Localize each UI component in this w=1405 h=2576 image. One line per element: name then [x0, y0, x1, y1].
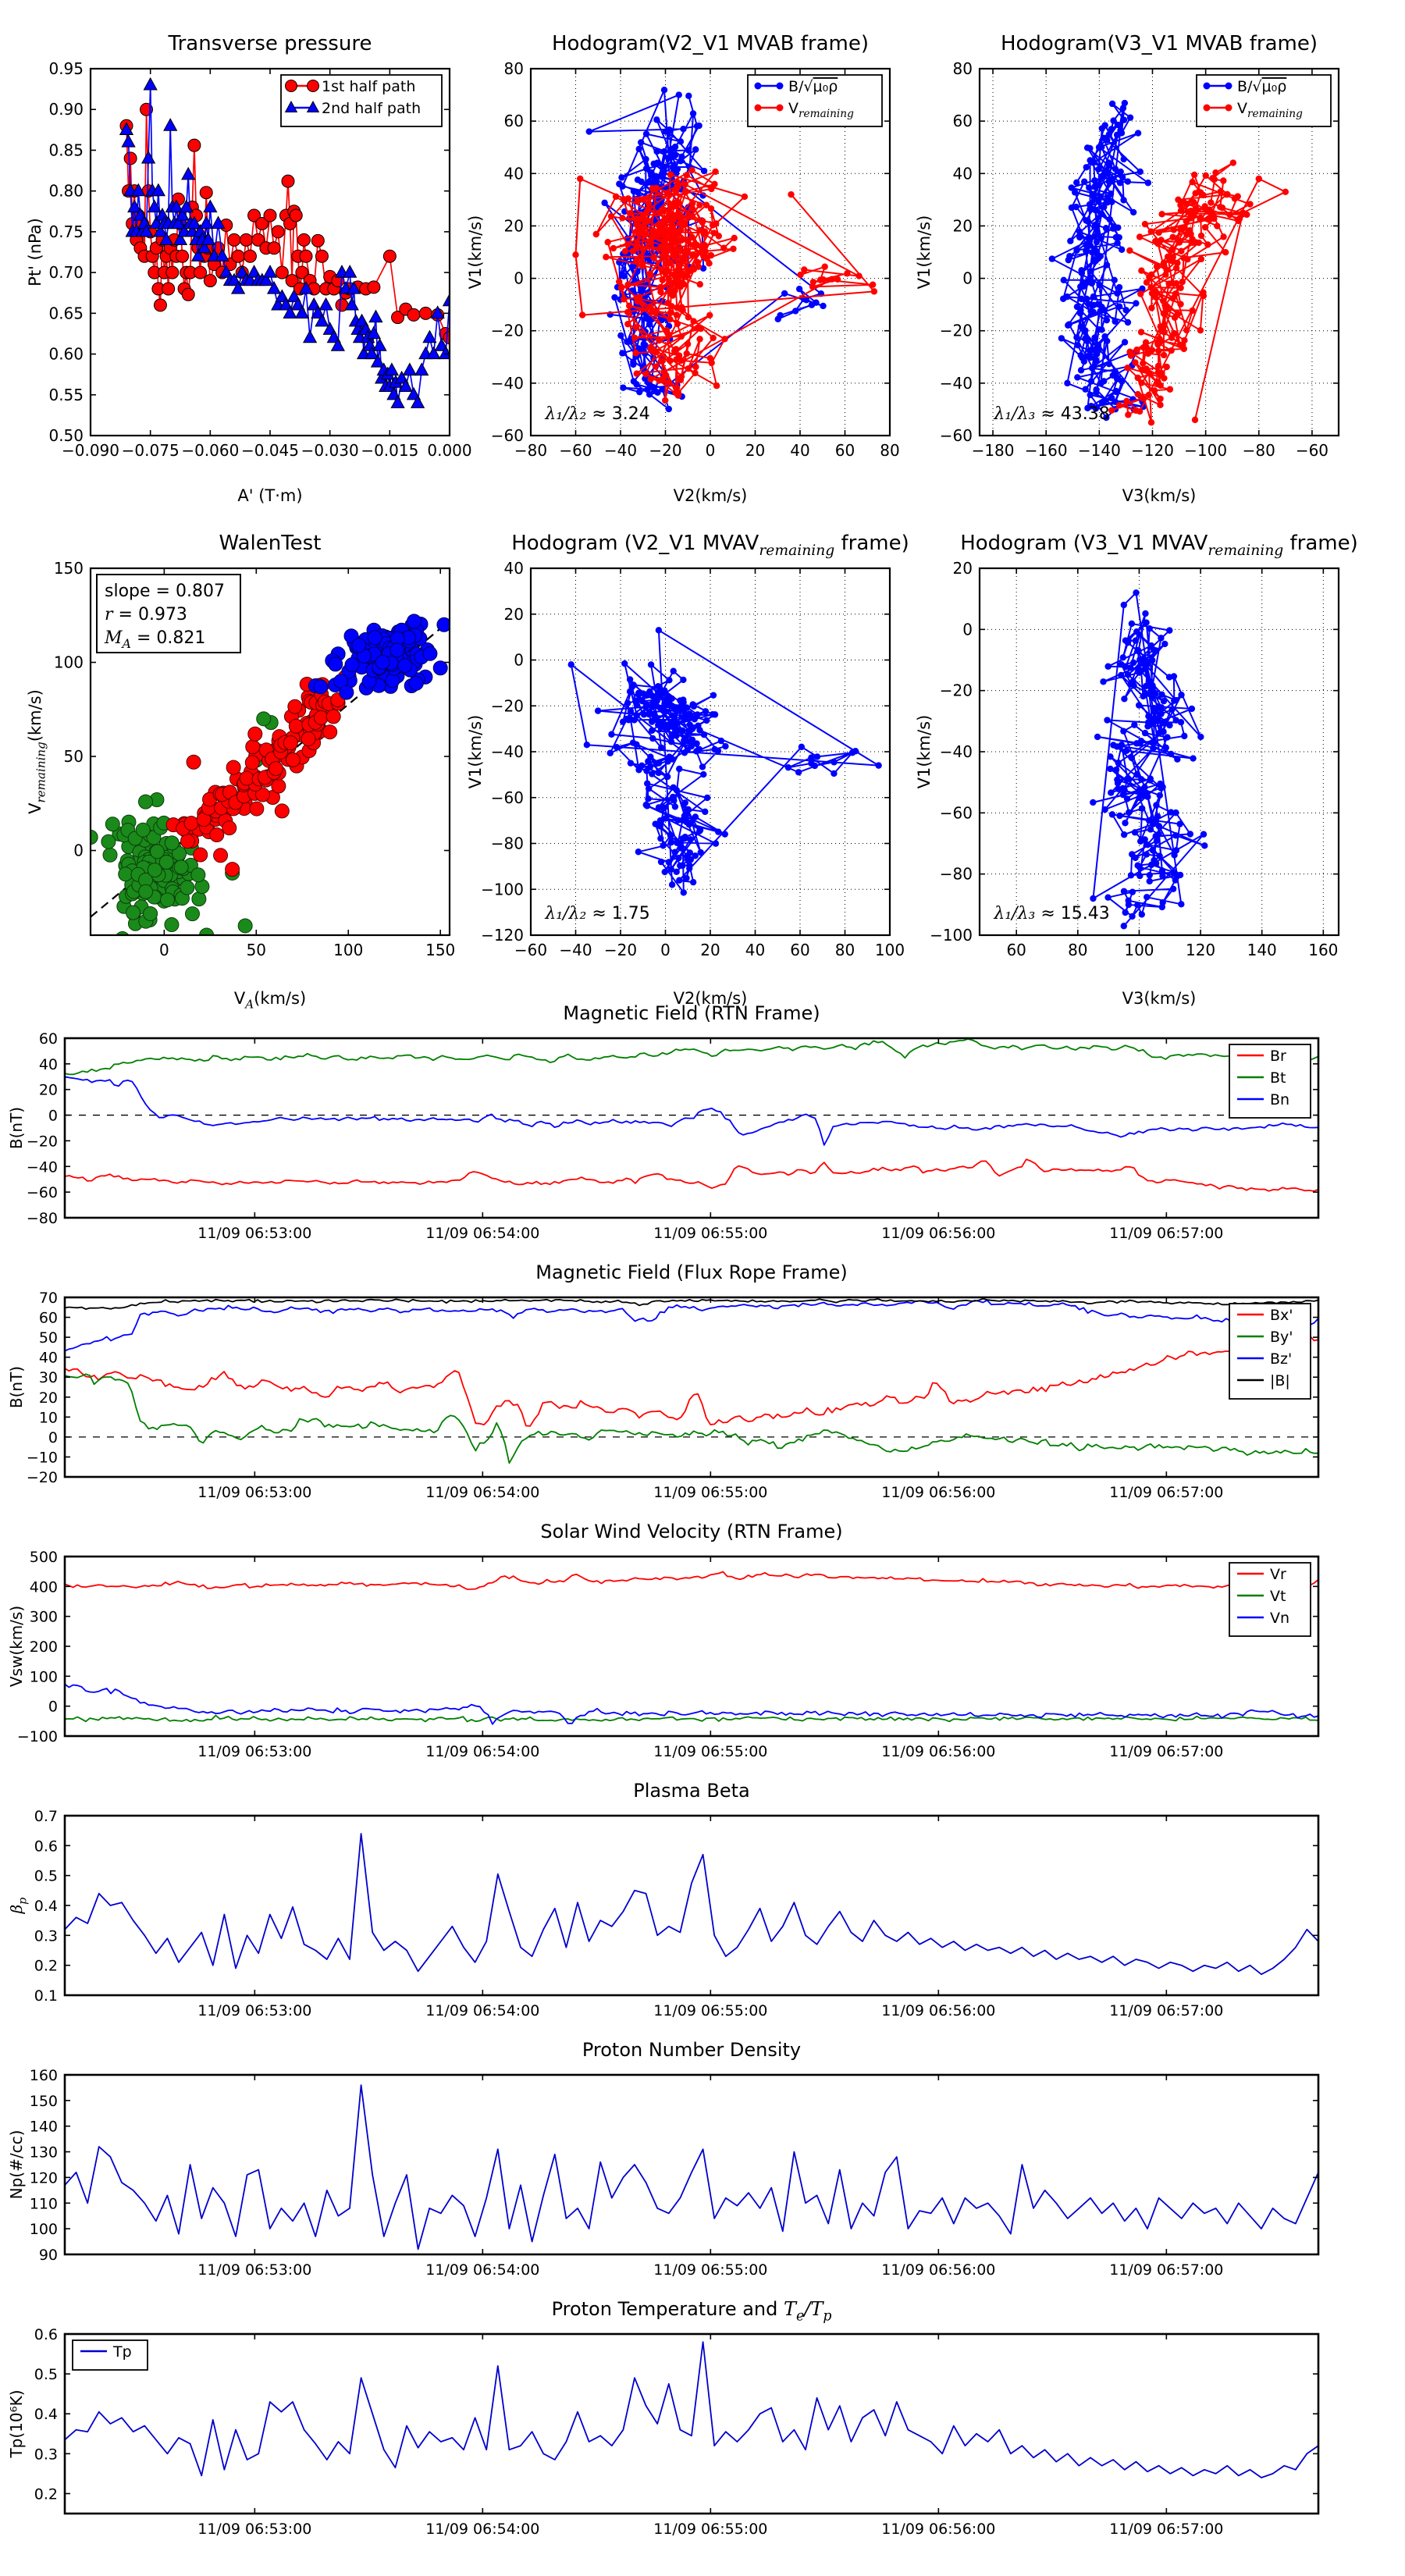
svg-text:−40: −40 — [939, 742, 973, 761]
svg-text:−0.090: −0.090 — [61, 441, 120, 460]
svg-text:−180: −180 — [971, 441, 1015, 460]
svg-text:11/09 06:57:00: 11/09 06:57:00 — [1109, 1743, 1224, 1760]
svg-text:11/09 06:57:00: 11/09 06:57:00 — [1109, 1225, 1224, 1242]
svg-text:80: 80 — [503, 59, 524, 78]
svg-text:11/09 06:54:00: 11/09 06:54:00 — [425, 1743, 540, 1760]
svg-text:−60: −60 — [490, 426, 524, 445]
panel-hodogram-v2v1-mvab — [446, 0, 915, 514]
svg-text:Solar Wind Velocity (RTN Frame: Solar Wind Velocity (RTN Frame) — [540, 1521, 843, 1542]
svg-text:Proton Number Density: Proton Number Density — [582, 2039, 802, 2061]
svg-text:120: 120 — [1185, 941, 1216, 959]
svg-text:slope = 0.807: slope = 0.807 — [105, 582, 225, 601]
svg-text:11/09 06:53:00: 11/09 06:53:00 — [197, 2002, 312, 2019]
svg-text:−20: −20 — [939, 321, 973, 340]
svg-text:−20: −20 — [490, 696, 524, 716]
panel-solar-wind-velocity — [0, 1503, 1405, 1763]
svg-text:Bz': Bz' — [1270, 1350, 1293, 1368]
svg-text:20: 20 — [952, 559, 973, 578]
svg-text:−80: −80 — [1242, 441, 1275, 460]
svg-text:Vremaining: $V_{remaining}$ — [788, 100, 854, 121]
svg-text:Proton Temperature and Te/Tp: Proton Temperature and $T_e/T_p$ — [551, 2298, 832, 2325]
svg-text:0: 0 — [48, 1107, 58, 1125]
svg-text:0: 0 — [48, 1429, 58, 1446]
svg-text:40: 40 — [745, 941, 766, 959]
svg-text:200: 200 — [29, 1638, 58, 1656]
svg-text:60: 60 — [952, 112, 973, 131]
svg-text:11/09 06:53:00: 11/09 06:53:00 — [197, 2521, 312, 2538]
svg-text:11/09 06:54:00: 11/09 06:54:00 — [425, 2261, 540, 2279]
svg-text:11/09 06:55:00: 11/09 06:55:00 — [653, 1743, 768, 1760]
svg-text:40: 40 — [503, 559, 524, 578]
svg-text:11/09 06:55:00: 11/09 06:55:00 — [653, 1484, 768, 1501]
svg-text:0: 0 — [48, 1698, 58, 1716]
svg-text:100: 100 — [1124, 941, 1154, 959]
svg-text:100: 100 — [29, 2221, 58, 2239]
svg-text:−60: −60 — [26, 1184, 58, 1202]
svg-text:0.3: 0.3 — [34, 2446, 58, 2464]
proton-number-density-chart — [0, 2022, 1405, 2281]
svg-text:B(nT): B(nT) — [7, 1365, 26, 1409]
svg-text:0.4: 0.4 — [34, 2406, 58, 2424]
svg-text:80: 80 — [834, 941, 855, 959]
solar-wind-velocity-chart — [0, 1503, 1405, 1763]
svg-text:0.55: 0.55 — [48, 385, 84, 404]
svg-text:−40: −40 — [939, 373, 973, 393]
svg-text:20: 20 — [503, 216, 524, 236]
svg-text:40: 40 — [952, 164, 973, 183]
svg-text:0: 0 — [660, 941, 670, 959]
svg-text:V1(km/s): V1(km/s) — [466, 215, 485, 290]
svg-text:50: 50 — [63, 747, 84, 767]
svg-text:Br: Br — [1270, 1048, 1286, 1065]
panel-hodogram-v2v1-mvav — [446, 514, 915, 1032]
svg-text:|B|: |B| — [1270, 1372, 1290, 1389]
hodogram-v3v1-mvab-chart — [893, 0, 1377, 514]
svg-text:−160: −160 — [1024, 441, 1068, 460]
svg-text:0.80: 0.80 — [48, 181, 84, 201]
svg-text:0.4: 0.4 — [34, 1898, 58, 1915]
svg-text:50: 50 — [38, 1329, 58, 1347]
panel-proton-temperature — [0, 2281, 1405, 2540]
svg-text:400: 400 — [29, 1578, 58, 1596]
svg-text:0.5: 0.5 — [34, 1867, 58, 1885]
svg-text:−120: −120 — [1131, 441, 1174, 460]
svg-text:11/09 06:57:00: 11/09 06:57:00 — [1109, 2002, 1224, 2019]
panel-plasma-beta — [0, 1763, 1405, 2022]
svg-text:−0.060: −0.060 — [181, 441, 240, 460]
svg-text:0: 0 — [514, 650, 524, 670]
svg-text:160: 160 — [29, 2067, 58, 2084]
svg-text:Vn: Vn — [1270, 1610, 1290, 1627]
svg-text:λ₁/λ₃ ≈ 15.43: λ₁/λ₃ ≈ 15.43 — [994, 903, 1110, 923]
svg-text:V1(km/s): V1(km/s) — [915, 714, 934, 789]
svg-text:−60: −60 — [559, 441, 592, 460]
svg-text:−80: −80 — [514, 441, 548, 460]
svg-text:V2(km/s): V2(km/s) — [673, 989, 748, 1008]
svg-text:140: 140 — [1247, 941, 1277, 959]
svg-text:Transverse pressure: Transverse pressure — [168, 32, 372, 55]
svg-text:V2(km/s): V2(km/s) — [673, 486, 748, 505]
svg-text:0: 0 — [514, 269, 524, 288]
svg-text:0.95: 0.95 — [48, 59, 84, 78]
svg-text:11/09 06:56:00: 11/09 06:56:00 — [881, 2521, 996, 2538]
svg-text:160: 160 — [1308, 941, 1339, 959]
svg-text:VA(km/s): $V_A(km/s)$ — [233, 989, 307, 1012]
svg-text:120: 120 — [29, 2169, 58, 2187]
svg-text:0.6: 0.6 — [34, 1838, 58, 1856]
svg-text:B/√μ₀ρ: B/√μ₀ρ — [788, 78, 838, 95]
svg-text:20: 20 — [952, 216, 973, 236]
svg-text:Bn: Bn — [1270, 1091, 1290, 1108]
svg-text:0.7: 0.7 — [34, 1808, 58, 1825]
svg-text:−100: −100 — [16, 1728, 58, 1745]
svg-text:−20: −20 — [649, 441, 682, 460]
svg-text:V1(km/s): V1(km/s) — [915, 215, 934, 290]
hodogram-v2v1-mvav-chart — [446, 514, 915, 1032]
svg-text:0.65: 0.65 — [48, 304, 84, 323]
svg-text:20: 20 — [700, 941, 720, 959]
svg-text:0: 0 — [962, 269, 973, 288]
svg-text:Hodogram(V3_V1 MVAB frame): Hodogram(V3_V1 MVAB frame) — [1000, 32, 1318, 55]
svg-text:11/09 06:56:00: 11/09 06:56:00 — [881, 1484, 996, 1501]
svg-text:Plasma Beta: Plasma Beta — [633, 1780, 750, 1802]
svg-text:100: 100 — [29, 1668, 58, 1686]
svg-text:−100: −100 — [1184, 441, 1228, 460]
svg-text:r = 0.973: r = 0.973 — [105, 605, 187, 624]
svg-text:11/09 06:55:00: 11/09 06:55:00 — [653, 1225, 768, 1242]
svg-text:50: 50 — [246, 941, 267, 959]
svg-text:−0.030: −0.030 — [301, 441, 359, 460]
svg-text:λ₁/λ₃ ≈ 43.38: λ₁/λ₃ ≈ 43.38 — [994, 404, 1110, 424]
svg-text:Vsw(km/s): Vsw(km/s) — [7, 1605, 26, 1688]
svg-text:Pt' (nPa): Pt' (nPa) — [26, 218, 44, 286]
svg-text:130: 130 — [29, 2144, 58, 2161]
svg-text:11/09 06:56:00: 11/09 06:56:00 — [881, 2261, 996, 2279]
svg-text:−60: −60 — [490, 788, 524, 807]
svg-text:20: 20 — [745, 441, 766, 460]
svg-text:−80: −80 — [490, 834, 524, 853]
svg-text:λ₁/λ₂ ≈ 1.75: λ₁/λ₂ ≈ 1.75 — [545, 903, 650, 923]
svg-text:0.2: 0.2 — [34, 1957, 58, 1975]
svg-text:150: 150 — [425, 941, 456, 959]
svg-text:A' (T·m): A' (T·m) — [237, 486, 303, 505]
svg-text:−40: −40 — [490, 742, 524, 761]
svg-text:80: 80 — [952, 59, 973, 78]
svg-text:−40: −40 — [26, 1158, 58, 1176]
panel-proton-number-density — [0, 2022, 1405, 2281]
svg-text:Hodogram (V3_V1 MVAVremaining: Hodogram (V3_V1 $MVAV_{remaining}$ frame) — [960, 532, 1358, 560]
svg-text:0: 0 — [962, 620, 973, 639]
svg-text:11/09 06:55:00: 11/09 06:55:00 — [653, 2002, 768, 2019]
magnetic-field-rtn-chart — [0, 985, 1405, 1244]
svg-text:0.6: 0.6 — [34, 2326, 58, 2343]
svg-text:40: 40 — [38, 1349, 58, 1367]
svg-text:0.5: 0.5 — [34, 2366, 58, 2384]
svg-text:−20: −20 — [939, 681, 973, 700]
svg-text:0.50: 0.50 — [48, 426, 84, 445]
svg-text:140: 140 — [29, 2118, 58, 2136]
svg-text:40: 40 — [790, 441, 810, 460]
panel-transverse-pressure — [0, 0, 472, 514]
svg-text:Bx': Bx' — [1270, 1307, 1293, 1324]
svg-text:Hodogram(V2_V1 MVAB frame): Hodogram(V2_V1 MVAB frame) — [551, 32, 870, 55]
svg-text:0: 0 — [158, 941, 169, 959]
svg-text:V3(km/s): V3(km/s) — [1122, 486, 1197, 505]
svg-text:Magnetic Field (Flux Rope Fram: Magnetic Field (Flux Rope Frame) — [535, 1261, 848, 1283]
svg-text:0.000: 0.000 — [427, 441, 472, 460]
hodogram-v3v1-mvav-chart — [893, 514, 1377, 1032]
svg-text:70: 70 — [38, 1290, 58, 1307]
svg-text:20: 20 — [38, 1081, 58, 1099]
svg-text:0.3: 0.3 — [34, 1927, 58, 1945]
svg-text:−60: −60 — [1295, 441, 1329, 460]
walen-test-chart — [0, 514, 468, 1032]
svg-text:0: 0 — [705, 441, 716, 460]
svg-text:100: 100 — [874, 941, 905, 959]
svg-text:80: 80 — [1068, 941, 1088, 959]
svg-text:10: 10 — [38, 1409, 58, 1427]
svg-text:11/09 06:56:00: 11/09 06:56:00 — [881, 1225, 996, 1242]
svg-text:11/09 06:54:00: 11/09 06:54:00 — [425, 2002, 540, 2019]
svg-text:11/09 06:54:00: 11/09 06:54:00 — [425, 2521, 540, 2538]
svg-text:100: 100 — [333, 941, 364, 959]
svg-text:80: 80 — [880, 441, 900, 460]
svg-text:60: 60 — [834, 441, 855, 460]
svg-text:Vremaining(km/s): $V_{remaining}(km/s)$ — [26, 689, 48, 814]
svg-text:−10: −10 — [26, 1449, 58, 1467]
svg-text:11/09 06:53:00: 11/09 06:53:00 — [197, 1225, 312, 1242]
svg-text:−80: −80 — [26, 1210, 58, 1227]
panel-walen-test — [0, 514, 468, 1032]
svg-text:Vr: Vr — [1270, 1566, 1286, 1583]
svg-text:Np(#/cc): Np(#/cc) — [7, 2129, 26, 2200]
svg-text:−0.045: −0.045 — [240, 441, 300, 460]
svg-text:0.75: 0.75 — [48, 222, 84, 241]
svg-text:11/09 06:55:00: 11/09 06:55:00 — [653, 2521, 768, 2538]
svg-text:110: 110 — [29, 2195, 58, 2213]
svg-text:−40: −40 — [603, 441, 638, 460]
svg-text:0.60: 0.60 — [48, 344, 84, 364]
svg-text:60: 60 — [1006, 941, 1026, 959]
svg-text:40: 40 — [38, 1055, 58, 1073]
hodogram-v2v1-mvab-chart — [446, 0, 915, 514]
svg-text:60: 60 — [38, 1030, 58, 1048]
svg-text:30: 30 — [38, 1369, 58, 1387]
svg-text:0: 0 — [73, 841, 84, 860]
svg-text:11/09 06:57:00: 11/09 06:57:00 — [1109, 2521, 1224, 2538]
svg-text:2nd half path: 2nd half path — [322, 100, 422, 117]
svg-text:11/09 06:55:00: 11/09 06:55:00 — [653, 2261, 768, 2279]
svg-text:V1(km/s): V1(km/s) — [466, 714, 485, 789]
svg-text:MA = 0.821: $M_A = 0.821$ — [105, 628, 206, 651]
svg-text:11/09 06:54:00: 11/09 06:54:00 — [425, 1225, 540, 1242]
svg-text:11/09 06:54:00: 11/09 06:54:00 — [425, 1484, 540, 1501]
svg-text:11/09 06:56:00: 11/09 06:56:00 — [881, 2002, 996, 2019]
svg-text:Bt: Bt — [1270, 1069, 1286, 1087]
svg-text:−20: −20 — [603, 941, 638, 959]
svg-text:60: 60 — [38, 1309, 58, 1327]
svg-text:300: 300 — [29, 1608, 58, 1626]
svg-text:11/09 06:57:00: 11/09 06:57:00 — [1109, 2261, 1224, 2279]
svg-text:−20: −20 — [26, 1133, 58, 1151]
svg-text:−140: −140 — [1077, 441, 1121, 460]
svg-text:−40: −40 — [490, 373, 524, 393]
plasma-beta-chart — [0, 1763, 1405, 2022]
svg-text:500: 500 — [29, 1549, 58, 1566]
svg-text:−100: −100 — [481, 880, 524, 899]
svg-text:Vt: Vt — [1270, 1588, 1286, 1605]
svg-text:λ₁/λ₂ ≈ 3.24: λ₁/λ₂ ≈ 3.24 — [545, 404, 650, 424]
svg-text:−80: −80 — [939, 864, 973, 884]
svg-text:−60: −60 — [514, 941, 548, 959]
svg-text:11/09 06:53:00: 11/09 06:53:00 — [197, 2261, 312, 2279]
svg-text:−60: −60 — [939, 426, 973, 445]
svg-text:0.1: 0.1 — [34, 1987, 58, 2005]
svg-text:−100: −100 — [930, 926, 973, 945]
svg-text:Tp: Tp — [113, 2343, 132, 2361]
svg-text:−0.075: −0.075 — [121, 441, 180, 460]
svg-text:−40: −40 — [559, 941, 592, 959]
svg-text:B(nT): B(nT) — [7, 1106, 26, 1150]
svg-text:0.70: 0.70 — [48, 263, 84, 283]
svg-text:Tp(10⁶K): Tp(10⁶K) — [7, 2389, 26, 2458]
svg-text:0.90: 0.90 — [48, 100, 84, 119]
svg-text:20: 20 — [38, 1389, 58, 1407]
panel-hodogram-v3v1-mvab — [893, 0, 1377, 514]
svg-text:−0.015: −0.015 — [361, 441, 419, 460]
svg-text:60: 60 — [790, 941, 810, 959]
svg-text:Hodogram (V2_V1 MVAVremaining: Hodogram (V2_V1 $MVAV_{remaining}$ frame) — [511, 532, 909, 560]
proton-temperature-chart — [0, 2281, 1405, 2540]
transverse-pressure-chart — [0, 0, 472, 514]
svg-text:150: 150 — [53, 559, 84, 578]
svg-text:−20: −20 — [26, 1469, 58, 1486]
svg-text:11/09 06:53:00: 11/09 06:53:00 — [197, 1484, 312, 1501]
svg-text:40: 40 — [503, 164, 524, 183]
svg-text:Magnetic Field (RTN Frame): Magnetic Field (RTN Frame) — [563, 1002, 820, 1024]
svg-text:11/09 06:56:00: 11/09 06:56:00 — [881, 1743, 996, 1760]
svg-text:11/09 06:57:00: 11/09 06:57:00 — [1109, 1484, 1224, 1501]
svg-text:150: 150 — [29, 2092, 58, 2110]
svg-text:WalenTest: WalenTest — [219, 532, 322, 555]
svg-text:0.2: 0.2 — [34, 2485, 58, 2503]
panel-magnetic-field-flux-rope — [0, 1244, 1405, 1503]
svg-text:11/09 06:53:00: 11/09 06:53:00 — [197, 1743, 312, 1760]
panel-hodogram-v3v1-mvav — [893, 514, 1377, 1032]
svg-text:βp: $\beta_p$ — [7, 1897, 30, 1914]
svg-text:By': By' — [1270, 1329, 1293, 1346]
svg-text:Vremaining: $V_{remaining}$ — [1237, 100, 1303, 121]
svg-text:90: 90 — [38, 2247, 58, 2264]
svg-text:60: 60 — [503, 112, 524, 131]
svg-text:1st half path: 1st half path — [322, 78, 416, 95]
svg-text:−120: −120 — [481, 926, 524, 945]
svg-text:B/√μ₀ρ: B/√μ₀ρ — [1237, 78, 1287, 95]
magnetic-field-flux-rope-chart — [0, 1244, 1405, 1503]
svg-text:0.85: 0.85 — [48, 141, 84, 160]
svg-text:−60: −60 — [939, 803, 973, 823]
svg-text:100: 100 — [53, 653, 84, 672]
svg-text:20: 20 — [503, 604, 524, 624]
svg-text:V3(km/s): V3(km/s) — [1122, 989, 1197, 1008]
svg-text:−20: −20 — [490, 321, 524, 340]
panel-magnetic-field-rtn — [0, 985, 1405, 1244]
